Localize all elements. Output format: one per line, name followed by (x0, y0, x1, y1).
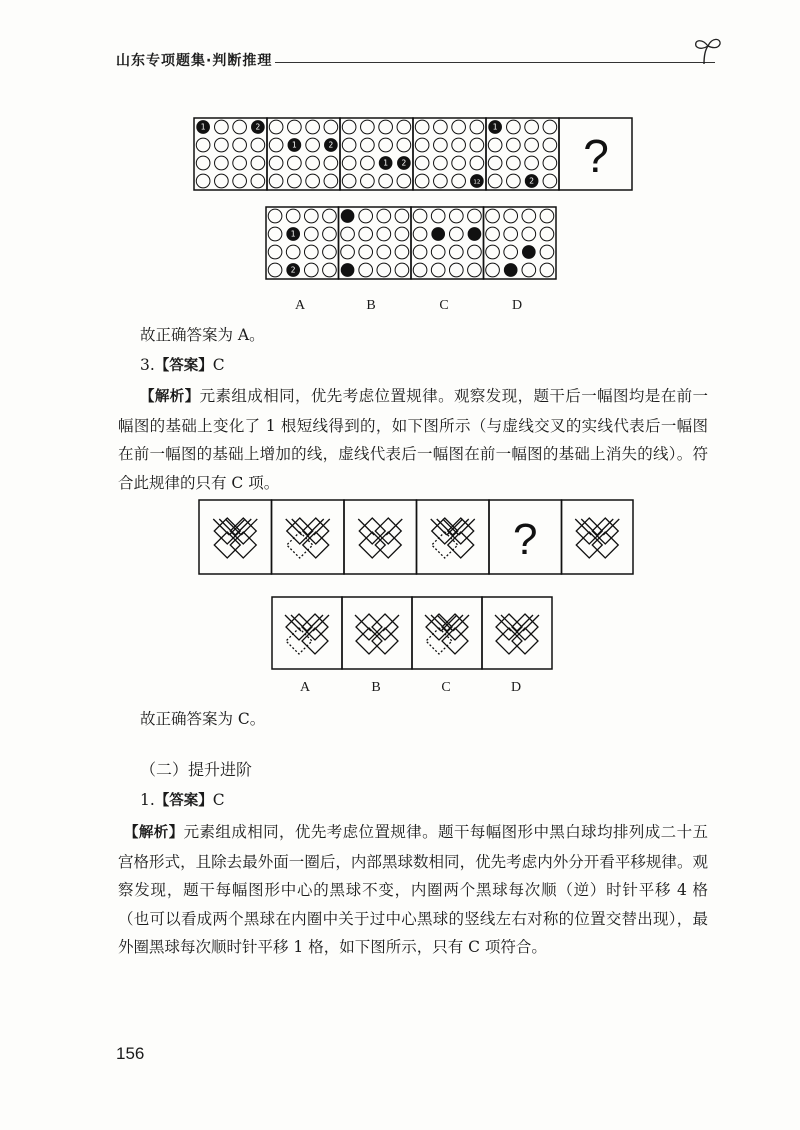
white-ball (452, 138, 466, 152)
ball-number: 1 (492, 122, 498, 132)
white-ball (434, 138, 448, 152)
white-ball (507, 120, 521, 134)
figure-2-option-c-label: C (441, 680, 451, 695)
white-ball (359, 227, 373, 241)
figure-1-option-a-label: A (294, 298, 306, 313)
white-ball (486, 209, 500, 223)
white-ball (306, 120, 320, 134)
sequence-grid-2 (267, 118, 340, 190)
white-ball (449, 209, 463, 223)
question-mark: ? (513, 515, 538, 564)
white-ball (306, 174, 320, 188)
white-ball (196, 156, 210, 170)
white-ball (395, 245, 409, 259)
white-ball (413, 209, 427, 223)
figure-1-option-d-label: D (511, 298, 523, 313)
white-ball (540, 245, 554, 259)
q3-number: 3. (140, 356, 155, 374)
white-ball (306, 138, 320, 152)
white-ball (543, 174, 557, 188)
white-ball (323, 245, 337, 259)
white-ball (431, 245, 445, 259)
white-ball (413, 263, 427, 277)
white-ball (379, 120, 393, 134)
white-ball (196, 174, 210, 188)
white-ball (379, 138, 393, 152)
analysis-tag: 【解析】 (140, 389, 200, 405)
pattern-cell-2 (272, 500, 345, 574)
sequence-grid-4 (413, 118, 486, 190)
white-ball (361, 174, 375, 188)
q1-number: 1. (140, 791, 155, 809)
white-ball (540, 263, 554, 277)
white-ball (415, 156, 429, 170)
white-ball (488, 174, 502, 188)
white-ball (361, 156, 375, 170)
option-grid-b (339, 207, 412, 279)
analysis-tag: 【解析】 (124, 825, 184, 841)
ball-number: 1 (291, 140, 297, 150)
ball-number: 2 (529, 176, 535, 186)
white-ball (413, 245, 427, 259)
white-ball (507, 174, 521, 188)
option-grid-d (484, 207, 557, 279)
white-ball (397, 120, 411, 134)
pattern-cell-6 (562, 500, 634, 574)
pattern-cell-4 (417, 500, 490, 574)
white-ball (286, 209, 300, 223)
white-ball (233, 120, 247, 134)
white-ball (341, 227, 355, 241)
q3-analysis-text: 元素组成相同，优先考虑位置规律。观察发现，题干后一幅图均是在前一幅图的基础上变化了 1 根短线得到的，如下图所示（与虚线交叉的实线代表后一幅图在前一幅图的基础上增加的线，虚线代表后一幅图在前一幅图的基础上消失的线）。符合此规律的只有 C 项。 (118, 387, 708, 492)
figure-1-option-c-label: C (439, 298, 449, 313)
white-ball (470, 156, 484, 170)
white-ball (323, 209, 337, 223)
white-ball (268, 245, 282, 259)
white-ball (470, 120, 484, 134)
black-ball (504, 263, 518, 277)
white-ball (379, 174, 393, 188)
white-ball (504, 227, 518, 241)
white-ball (397, 138, 411, 152)
white-ball (233, 156, 247, 170)
answer-tag: 【答案】 (154, 358, 213, 374)
white-ball (233, 138, 247, 152)
white-ball (488, 156, 502, 170)
option-grid-c (411, 207, 484, 279)
white-ball (361, 138, 375, 152)
white-ball (525, 138, 539, 152)
figure-1-options (265, 206, 557, 280)
white-ball (468, 245, 482, 259)
white-ball (323, 263, 337, 277)
white-ball (342, 174, 356, 188)
sequence-grid-3 (340, 118, 413, 190)
white-ball (449, 245, 463, 259)
pattern-cell-1 (199, 500, 272, 574)
q1-answer: C (212, 791, 225, 809)
white-ball (486, 245, 500, 259)
white-ball (415, 120, 429, 134)
sprout-icon (690, 34, 724, 66)
pattern-option-b (342, 597, 412, 669)
white-ball (543, 156, 557, 170)
white-ball (304, 263, 318, 277)
white-ball (377, 245, 391, 259)
question-cell (559, 118, 632, 190)
pattern-option-c (412, 597, 482, 669)
white-ball (413, 227, 427, 241)
ball-number: 1 (290, 229, 296, 239)
white-ball (507, 138, 521, 152)
white-ball (324, 156, 338, 170)
figure-2-option-a-label: A (299, 680, 311, 695)
white-ball (377, 209, 391, 223)
white-ball (215, 138, 229, 152)
white-ball (306, 156, 320, 170)
white-ball (361, 120, 375, 134)
pattern-cell-3 (344, 500, 417, 574)
white-ball (452, 174, 466, 188)
white-ball (251, 174, 265, 188)
white-ball (251, 156, 265, 170)
black-ball (431, 227, 445, 241)
answer-a-line: 故正确答案为 A。 (140, 326, 265, 344)
ball-number: 2 (401, 158, 407, 168)
white-ball (304, 227, 318, 241)
ball-number: 2 (328, 140, 334, 150)
white-ball (359, 263, 373, 277)
white-ball (449, 263, 463, 277)
figure-2-options (271, 596, 553, 670)
ball-number: 12 (473, 179, 481, 186)
white-ball (341, 245, 355, 259)
white-ball (269, 138, 283, 152)
q3-answer-line (140, 351, 225, 380)
question-mark: ? (583, 130, 609, 182)
white-ball (233, 174, 247, 188)
white-ball (269, 156, 283, 170)
white-ball (522, 263, 536, 277)
white-ball (196, 138, 210, 152)
white-ball (395, 263, 409, 277)
figure-1-option-b-label: B (366, 298, 376, 313)
answer-tag: 【答案】 (154, 793, 213, 809)
white-ball (269, 174, 283, 188)
white-ball (434, 120, 448, 134)
figure-1-sequence (193, 117, 633, 191)
white-ball (215, 156, 229, 170)
q1-analysis-paragraph (118, 818, 708, 962)
white-ball (324, 174, 338, 188)
white-ball (540, 209, 554, 223)
white-ball (286, 245, 300, 259)
white-ball (288, 156, 302, 170)
black-ball (341, 209, 355, 223)
section-heading: （二）提升进阶 (140, 760, 253, 779)
pattern-option-a (272, 597, 342, 669)
ball-number: 2 (255, 122, 261, 132)
figure-2-option-b-label: B (371, 680, 381, 695)
white-ball (468, 263, 482, 277)
white-ball (504, 209, 518, 223)
white-ball (507, 156, 521, 170)
white-ball (434, 174, 448, 188)
white-ball (323, 227, 337, 241)
figure-2-option-d-label: D (510, 680, 522, 695)
sequence-grid-1 (194, 118, 267, 190)
header-rule (275, 62, 715, 63)
white-ball (543, 120, 557, 134)
white-ball (288, 174, 302, 188)
white-ball (522, 227, 536, 241)
white-ball (359, 245, 373, 259)
white-ball (215, 120, 229, 134)
white-ball (324, 120, 338, 134)
white-ball (395, 209, 409, 223)
white-ball (377, 263, 391, 277)
white-ball (215, 174, 229, 188)
white-ball (268, 209, 282, 223)
white-ball (304, 245, 318, 259)
white-ball (304, 209, 318, 223)
white-ball (543, 138, 557, 152)
white-ball (415, 174, 429, 188)
running-header-title: 山东专项题集·判断推理 (116, 53, 273, 69)
white-ball (488, 138, 502, 152)
sequence-grid-5 (486, 118, 559, 190)
ball-number: 1 (200, 122, 206, 132)
white-ball (486, 227, 500, 241)
white-ball (522, 209, 536, 223)
ball-number: 1 (383, 158, 389, 168)
white-ball (525, 120, 539, 134)
white-ball (415, 138, 429, 152)
q3-analysis-paragraph (118, 382, 708, 497)
white-ball (395, 227, 409, 241)
white-ball (359, 209, 373, 223)
q1-analysis-text: 元素组成相同，优先考虑位置规律。题干每幅图形中黑白球均排列成二十五宫格形式，且除去最外面一圈后，内部黑球数相同，优先考虑内外分开看平移规律。观察发现，题干每幅图形中心的黑球不变，内圈两个黑球每次顺（逆）时针平移 4 格（也可以看成两个黑球在内圈中关于过中心黑球的竖线左右对称的位置交替出现），最外圈黑球每次顺时针平移 1 格，如下图所示，只有 C 项符合。 (118, 823, 708, 956)
white-ball (434, 156, 448, 170)
white-ball (452, 120, 466, 134)
black-ball (522, 245, 536, 259)
white-ball (449, 227, 463, 241)
white-ball (431, 209, 445, 223)
white-ball (431, 263, 445, 277)
white-ball (288, 120, 302, 134)
white-ball (525, 156, 539, 170)
white-ball (342, 138, 356, 152)
black-ball (468, 227, 482, 241)
ball-number: 2 (290, 265, 296, 275)
figure-2-sequence (198, 499, 634, 575)
question-cell (489, 500, 562, 574)
white-ball (486, 263, 500, 277)
white-ball (377, 227, 391, 241)
white-ball (268, 263, 282, 277)
white-ball (504, 245, 518, 259)
page-number: 156 (116, 1044, 145, 1063)
white-ball (397, 174, 411, 188)
white-ball (269, 120, 283, 134)
option-grid-a (266, 207, 339, 279)
white-ball (342, 120, 356, 134)
pattern-option-d (482, 597, 552, 669)
white-ball (470, 138, 484, 152)
white-ball (540, 227, 554, 241)
white-ball (251, 138, 265, 152)
white-ball (342, 156, 356, 170)
white-ball (468, 209, 482, 223)
answer-c-line: 故正确答案为 C。 (140, 710, 266, 728)
q3-answer: C (212, 356, 225, 374)
black-ball (341, 263, 355, 277)
white-ball (452, 156, 466, 170)
white-ball (268, 227, 282, 241)
q1-answer-line (140, 786, 225, 815)
